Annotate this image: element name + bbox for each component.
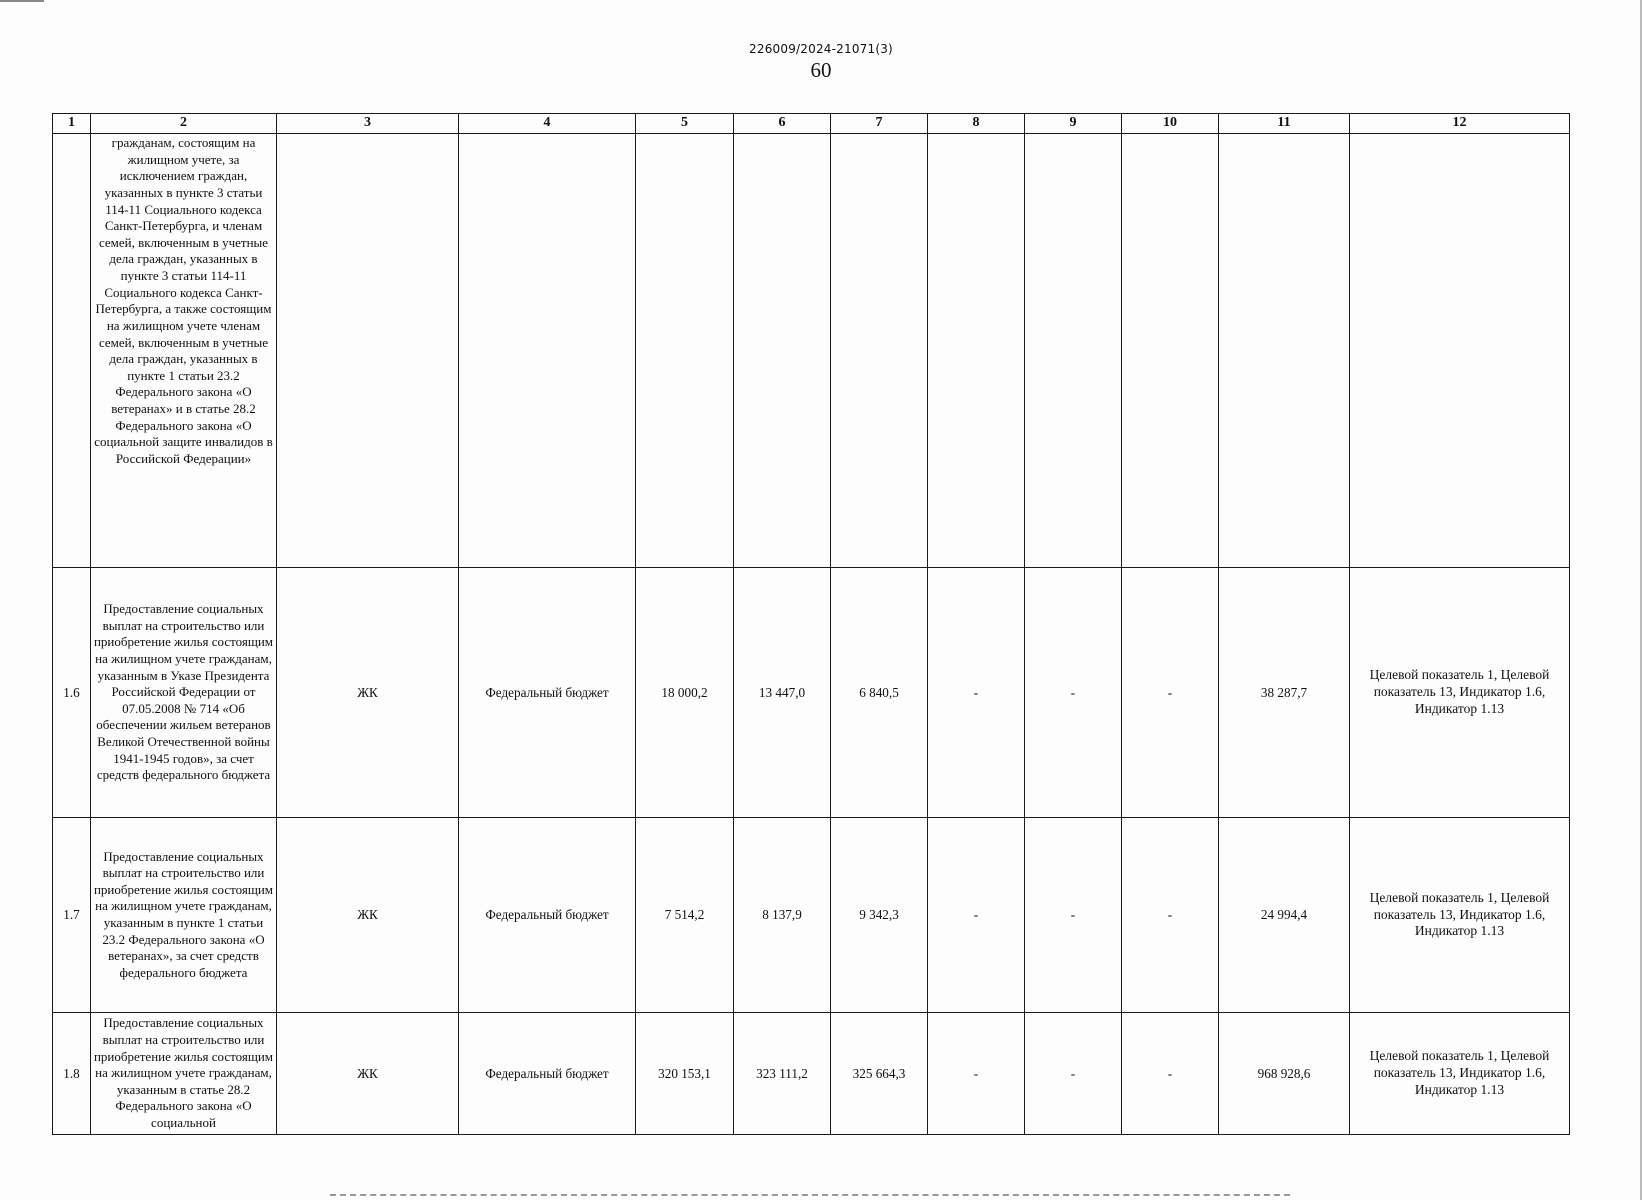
cell-col9-value: - bbox=[1025, 1013, 1122, 1135]
cell-col6 bbox=[734, 134, 831, 568]
col-header-1: 1 bbox=[53, 114, 91, 134]
cell-col5-value: 18 000,2 bbox=[636, 568, 734, 818]
table-row bbox=[53, 1013, 1570, 1135]
cell-col5-value: 7 514,2 bbox=[636, 818, 734, 1013]
col-header-2: 2 bbox=[91, 114, 277, 134]
cell-funding-source: Федеральный бюджет bbox=[459, 1013, 636, 1135]
col-header-4: 4 bbox=[459, 114, 636, 134]
row-number: 1.8 bbox=[53, 1013, 91, 1135]
cell-col10-value: - bbox=[1122, 818, 1219, 1013]
col-header-6: 6 bbox=[734, 114, 831, 134]
cell-indicators: Целевой показатель 1, Целевой показатель 13, Индикатор 1.6, Индикатор 1.13 bbox=[1350, 1013, 1570, 1135]
row-description: гражданам, состоящим на жилищном учете, за исключением граждан, указанных в пункте 3 статьи 114-11 Социального кодекса Санкт-Петербурга, и членам семей, включенным в учетные дела граждан, указанных в пункте 3 статьи 114-11 Социального кодекса Санкт-Петербурга, а также состоящим на жилищном учете членам семей, включенным в учетные дела граждан, указанных в пункте 1 статьи 23.2 Федерального закона «О ветеранах» и в статье 28.2 Федерального закона «О социальной защите инвалидов в Российской Федерации» bbox=[91, 134, 277, 568]
table-row-continuation bbox=[53, 134, 1570, 568]
budget-table bbox=[52, 113, 1570, 1135]
row-description: Предоставление социальных выплат на строительство или приобретение жилья состоящим на жилищном учете гражданам, указанным в Указе Президента Российской Федерации от 07.05.2008 № 714 «Об обеспечении жильем ветеранов Великой Отечественной войны 1941-1945 годов», за счет средств федерального бюджета bbox=[91, 568, 277, 818]
cell-funding-source: Федеральный бюджет bbox=[459, 818, 636, 1013]
cell-col5-value: 320 153,1 bbox=[636, 1013, 734, 1135]
cell-col8-value: - bbox=[928, 818, 1025, 1013]
cell-total: 968 928,6 bbox=[1219, 1013, 1350, 1135]
cell-col10 bbox=[1122, 134, 1219, 568]
page-number: 60 bbox=[810, 58, 832, 82]
cell-col6-value: 13 447,0 bbox=[734, 568, 831, 818]
col-header-9: 9 bbox=[1025, 114, 1122, 134]
document-id: 226009/2024-21071(3) bbox=[749, 42, 893, 56]
cell-total: 38 287,7 bbox=[1219, 568, 1350, 818]
cell-col11 bbox=[1219, 134, 1350, 568]
row-number: 1.6 bbox=[53, 568, 91, 818]
row-number: 1.7 bbox=[53, 818, 91, 1013]
cell-col8-value: - bbox=[928, 568, 1025, 818]
cell-col7 bbox=[831, 134, 928, 568]
cell-responsible: ЖК bbox=[277, 1013, 459, 1135]
table-row bbox=[53, 568, 1570, 818]
col-header-7: 7 bbox=[831, 114, 928, 134]
table-row bbox=[53, 818, 1570, 1013]
cell-col10-value: - bbox=[1122, 1013, 1219, 1135]
cell-indicators: Целевой показатель 1, Целевой показатель 13, Индикатор 1.6, Индикатор 1.13 bbox=[1350, 568, 1570, 818]
scan-artifact-bottom bbox=[330, 1194, 1290, 1199]
cell-col7-value: 325 664,3 bbox=[831, 1013, 928, 1135]
cell-responsible: ЖК bbox=[277, 818, 459, 1013]
col-header-5: 5 bbox=[636, 114, 734, 134]
cell-col10-value: - bbox=[1122, 568, 1219, 818]
cell-col8 bbox=[928, 134, 1025, 568]
col-header-8: 8 bbox=[928, 114, 1025, 134]
row-description: Предоставление социальных выплат на строительство или приобретение жилья состоящим на жилищном учете гражданам, указанным в статье 28.2 Федерального закона «О социальной bbox=[91, 1013, 277, 1135]
row-number bbox=[53, 134, 91, 568]
col-header-3: 3 bbox=[277, 114, 459, 134]
cell-col4 bbox=[459, 134, 636, 568]
cell-funding-source: Федеральный бюджет bbox=[459, 568, 636, 818]
cell-responsible: ЖК bbox=[277, 568, 459, 818]
cell-col7-value: 6 840,5 bbox=[831, 568, 928, 818]
cell-col7-value: 9 342,3 bbox=[831, 818, 928, 1013]
cell-col6-value: 323 111,2 bbox=[734, 1013, 831, 1135]
col-header-11: 11 bbox=[1219, 114, 1350, 134]
cell-col12 bbox=[1350, 134, 1570, 568]
cell-col3 bbox=[277, 134, 459, 568]
cell-col6-value: 8 137,9 bbox=[734, 818, 831, 1013]
cell-col5 bbox=[636, 134, 734, 568]
cell-col9 bbox=[1025, 134, 1122, 568]
header-row bbox=[53, 114, 1570, 134]
cell-indicators: Целевой показатель 1, Целевой показатель 13, Индикатор 1.6, Индикатор 1.13 bbox=[1350, 818, 1570, 1013]
row-description: Предоставление социальных выплат на строительство или приобретение жилья состоящим на жилищном учете гражданам, указанным в пункте 1 статьи 23.2 Федерального закона «О ветеранах», за счет средств федерального бюджета bbox=[91, 818, 277, 1013]
cell-col9-value: - bbox=[1025, 818, 1122, 1013]
scan-artifact bbox=[0, 0, 44, 2]
col-header-10: 10 bbox=[1122, 114, 1219, 134]
col-header-12: 12 bbox=[1350, 114, 1570, 134]
cell-col9-value: - bbox=[1025, 568, 1122, 818]
cell-col8-value: - bbox=[928, 1013, 1025, 1135]
cell-total: 24 994,4 bbox=[1219, 818, 1350, 1013]
